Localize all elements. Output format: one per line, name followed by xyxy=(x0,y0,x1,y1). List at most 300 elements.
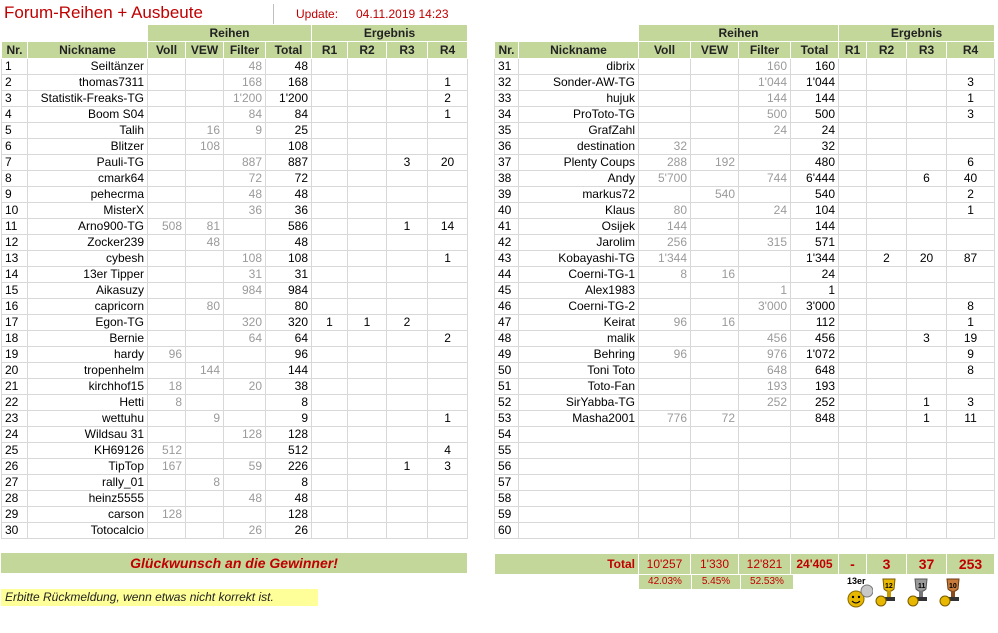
cell-total: 24 xyxy=(791,267,839,283)
table-row xyxy=(2,171,468,187)
cell-vew: 540 xyxy=(691,187,739,203)
cell-row-number: 34 xyxy=(495,107,519,123)
cell-r2 xyxy=(348,171,387,187)
cell-r4 xyxy=(428,347,468,363)
cell-voll xyxy=(639,187,691,203)
cell-filter xyxy=(224,507,266,523)
cell-vew xyxy=(691,443,739,459)
cell-voll xyxy=(639,91,691,107)
cell-r1 xyxy=(312,443,348,459)
cell-total: 26 xyxy=(266,523,312,539)
cell-total: 112 xyxy=(791,315,839,331)
cell-voll: 80 xyxy=(639,203,691,219)
cell-vew xyxy=(186,491,224,507)
cell-vew: 8 xyxy=(186,475,224,491)
cell-r3 xyxy=(387,523,428,539)
cell-filter xyxy=(224,219,266,235)
cell-r1 xyxy=(839,75,867,91)
cell-r1 xyxy=(312,187,348,203)
cell-r1 xyxy=(839,491,867,507)
cell-nickname xyxy=(519,475,639,491)
cell-row-number: 38 xyxy=(495,171,519,187)
cell-filter xyxy=(739,251,791,267)
table-row xyxy=(2,107,468,123)
table-row xyxy=(2,411,468,427)
col-header-vew: VEW xyxy=(186,42,224,59)
cell-row-number: 45 xyxy=(495,283,519,299)
total-total: 24'405 xyxy=(791,554,839,575)
cell-r4: 3 xyxy=(947,75,995,91)
cell-vew: 16 xyxy=(691,315,739,331)
cell-filter xyxy=(224,443,266,459)
cell-voll xyxy=(148,315,186,331)
cell-voll xyxy=(148,251,186,267)
cell-row-number: 21 xyxy=(2,379,28,395)
cell-vew xyxy=(691,139,739,155)
cell-row-number: 48 xyxy=(495,331,519,347)
cell-r2 xyxy=(348,91,387,107)
cell-r2 xyxy=(348,395,387,411)
cell-filter xyxy=(739,507,791,523)
cell-voll: 18 xyxy=(148,379,186,395)
cell-r3: 6 xyxy=(907,171,947,187)
cell-r1 xyxy=(312,523,348,539)
table-row xyxy=(2,379,468,395)
cell-r4 xyxy=(428,203,468,219)
cell-filter xyxy=(224,395,266,411)
cell-r3 xyxy=(387,379,428,395)
trophy-12-icon xyxy=(875,575,903,609)
cell-nickname: Blitzer xyxy=(28,139,148,155)
cell-r4: 4 xyxy=(428,443,468,459)
cell-filter xyxy=(739,155,791,171)
cell-row-number: 53 xyxy=(495,411,519,427)
cell-filter: 1'044 xyxy=(739,75,791,91)
cell-r2 xyxy=(348,347,387,363)
cell-voll xyxy=(148,235,186,251)
cell-r3 xyxy=(907,235,947,251)
table-row xyxy=(495,187,995,203)
cell-nickname: Aikasuzy xyxy=(28,283,148,299)
cell-nickname: tropenhelm xyxy=(28,363,148,379)
cell-vew xyxy=(691,347,739,363)
cell-r1 xyxy=(312,251,348,267)
cell-total: 984 xyxy=(266,283,312,299)
table-row xyxy=(495,475,995,491)
cell-r3 xyxy=(387,427,428,443)
cell-r4 xyxy=(947,443,995,459)
cell-row-number: 40 xyxy=(495,203,519,219)
cell-r3 xyxy=(907,475,947,491)
cell-nickname: kirchhof15 xyxy=(28,379,148,395)
cell-filter: 193 xyxy=(739,379,791,395)
cell-vew: 80 xyxy=(186,299,224,315)
cell-filter: 26 xyxy=(224,523,266,539)
table-row xyxy=(495,411,995,427)
cell-voll: 8 xyxy=(639,267,691,283)
cell-nickname: Zocker239 xyxy=(28,235,148,251)
cell-row-number: 54 xyxy=(495,427,519,443)
cell-filter: 456 xyxy=(739,331,791,347)
cell-r2 xyxy=(348,363,387,379)
table-row xyxy=(495,491,995,507)
cell-vew xyxy=(186,171,224,187)
cell-filter xyxy=(739,187,791,203)
table-row xyxy=(2,75,468,91)
cell-vew xyxy=(691,91,739,107)
cell-r1: 1 xyxy=(312,315,348,331)
cell-r1 xyxy=(312,427,348,443)
cell-nickname: destination xyxy=(519,139,639,155)
cell-nickname: Toto-Fan xyxy=(519,379,639,395)
table-row xyxy=(495,363,995,379)
cell-r2 xyxy=(867,139,907,155)
cell-nickname xyxy=(519,443,639,459)
cell-row-number: 36 xyxy=(495,139,519,155)
cell-total: 36 xyxy=(266,203,312,219)
cell-r1 xyxy=(839,331,867,347)
cell-total: 48 xyxy=(266,235,312,251)
table-row xyxy=(495,443,995,459)
cell-nickname xyxy=(519,491,639,507)
cell-nickname: Totocalcio xyxy=(28,523,148,539)
cell-total: 31 xyxy=(266,267,312,283)
cell-nickname: Coerni-TG-2 xyxy=(519,299,639,315)
cell-r3 xyxy=(907,123,947,139)
cell-total: 48 xyxy=(266,59,312,75)
cell-row-number: 33 xyxy=(495,91,519,107)
cell-row-number: 17 xyxy=(2,315,28,331)
cell-voll xyxy=(639,299,691,315)
cell-filter: 168 xyxy=(224,75,266,91)
group-header-reihen: Reihen xyxy=(148,25,312,42)
cell-vew xyxy=(186,507,224,523)
cell-r1 xyxy=(839,379,867,395)
cell-row-number: 6 xyxy=(2,139,28,155)
cell-r1 xyxy=(839,427,867,443)
cell-r3 xyxy=(907,155,947,171)
cell-r4 xyxy=(428,139,468,155)
cell-r4: 19 xyxy=(947,331,995,347)
cell-r2 xyxy=(867,443,907,459)
cell-r4 xyxy=(428,59,468,75)
cell-r4 xyxy=(428,123,468,139)
cell-r1 xyxy=(839,283,867,299)
cell-total: 887 xyxy=(266,155,312,171)
trophy-12-label: 12 xyxy=(885,583,893,590)
cell-total: 540 xyxy=(791,187,839,203)
cell-r3 xyxy=(907,139,947,155)
cell-r3 xyxy=(907,187,947,203)
table-row xyxy=(495,315,995,331)
cell-vew xyxy=(691,59,739,75)
table-row xyxy=(495,299,995,315)
cell-vew: 144 xyxy=(186,363,224,379)
cell-voll xyxy=(148,299,186,315)
cell-r4 xyxy=(428,187,468,203)
cell-r3 xyxy=(387,395,428,411)
total-label: Total xyxy=(495,554,639,575)
cell-row-number: 52 xyxy=(495,395,519,411)
total-vew: 1'330 xyxy=(691,554,739,575)
cell-nickname: MisterX xyxy=(28,203,148,219)
cell-voll xyxy=(148,155,186,171)
cell-voll xyxy=(639,443,691,459)
cell-r1 xyxy=(839,171,867,187)
cell-r1 xyxy=(312,139,348,155)
percent-voll: 42.03% xyxy=(639,575,691,589)
cell-nickname xyxy=(519,507,639,523)
cell-r2 xyxy=(348,75,387,91)
cell-r4: 2 xyxy=(428,91,468,107)
cell-voll: 96 xyxy=(148,347,186,363)
cell-r4 xyxy=(428,171,468,187)
cell-r4 xyxy=(428,283,468,299)
cell-filter xyxy=(739,459,791,475)
table-row xyxy=(2,427,468,443)
cell-r2 xyxy=(867,523,907,539)
col-header-total: Total xyxy=(791,42,839,59)
cell-voll xyxy=(639,523,691,539)
cell-vew xyxy=(186,251,224,267)
cell-row-number: 15 xyxy=(2,283,28,299)
col-header-nickname: Nickname xyxy=(519,42,639,59)
cell-row-number: 37 xyxy=(495,155,519,171)
cell-r1 xyxy=(839,219,867,235)
cell-total: 571 xyxy=(791,235,839,251)
cell-total: 193 xyxy=(791,379,839,395)
cell-r2 xyxy=(348,203,387,219)
cell-r2 xyxy=(348,123,387,139)
cell-r1 xyxy=(312,507,348,523)
cell-vew xyxy=(186,459,224,475)
cell-vew: 16 xyxy=(691,267,739,283)
cell-nickname: Talih xyxy=(28,123,148,139)
cell-voll xyxy=(148,203,186,219)
table-row xyxy=(2,251,468,267)
cell-r4 xyxy=(428,379,468,395)
cell-r3 xyxy=(387,411,428,427)
table-row xyxy=(495,283,995,299)
cell-r3 xyxy=(387,203,428,219)
table-row xyxy=(495,75,995,91)
cell-row-number: 24 xyxy=(2,427,28,443)
total-r2: 3 xyxy=(867,554,907,575)
cell-r3 xyxy=(387,443,428,459)
cell-row-number: 60 xyxy=(495,523,519,539)
cell-r4: 9 xyxy=(947,347,995,363)
cell-voll xyxy=(639,427,691,443)
cell-voll xyxy=(639,123,691,139)
cell-vew: 16 xyxy=(186,123,224,139)
cell-r3 xyxy=(387,491,428,507)
cell-r3 xyxy=(387,251,428,267)
cell-r4 xyxy=(428,507,468,523)
cell-r2 xyxy=(348,411,387,427)
cell-r2 xyxy=(348,491,387,507)
cell-voll xyxy=(639,283,691,299)
cell-filter: 84 xyxy=(224,107,266,123)
cell-total: 9 xyxy=(266,411,312,427)
cell-r2 xyxy=(867,203,907,219)
cell-r4: 40 xyxy=(947,171,995,187)
cell-row-number: 49 xyxy=(495,347,519,363)
cell-r4 xyxy=(947,507,995,523)
cell-r1 xyxy=(312,59,348,75)
table-row xyxy=(495,155,995,171)
cell-r2 xyxy=(348,475,387,491)
cell-r1 xyxy=(839,59,867,75)
cell-nickname: Sonder-AW-TG xyxy=(519,75,639,91)
cell-filter: 48 xyxy=(224,187,266,203)
ranking-table-right xyxy=(494,24,995,539)
cell-filter: 984 xyxy=(224,283,266,299)
cell-r2 xyxy=(867,91,907,107)
col-header-r3: R3 xyxy=(387,42,428,59)
cell-r2 xyxy=(348,59,387,75)
cell-vew xyxy=(691,283,739,299)
cell-r2 xyxy=(348,299,387,315)
cell-r1 xyxy=(312,411,348,427)
cell-r3 xyxy=(907,59,947,75)
cell-r3 xyxy=(907,219,947,235)
cell-filter: 500 xyxy=(739,107,791,123)
cell-voll xyxy=(639,475,691,491)
cell-nickname: Klaus xyxy=(519,203,639,219)
cell-r4: 14 xyxy=(428,219,468,235)
cell-filter xyxy=(739,491,791,507)
cell-nickname: Coerni-TG-1 xyxy=(519,267,639,283)
totals-row xyxy=(494,553,995,575)
cell-r2 xyxy=(348,251,387,267)
cell-voll xyxy=(148,475,186,491)
cell-r2 xyxy=(867,331,907,347)
cell-vew xyxy=(691,123,739,139)
cell-vew xyxy=(186,347,224,363)
cell-r1 xyxy=(839,187,867,203)
table-row xyxy=(495,171,995,187)
cell-total: 108 xyxy=(266,251,312,267)
cell-voll xyxy=(639,379,691,395)
cell-total: 8 xyxy=(266,395,312,411)
cell-nickname: Hetti xyxy=(28,395,148,411)
cell-r3: 1 xyxy=(907,411,947,427)
cell-nickname: dibrix xyxy=(519,59,639,75)
cell-r3 xyxy=(387,187,428,203)
cell-nickname: rally_01 xyxy=(28,475,148,491)
cell-voll: 288 xyxy=(639,155,691,171)
cell-row-number: 10 xyxy=(2,203,28,219)
trophy-icons xyxy=(845,575,995,611)
cell-row-number: 25 xyxy=(2,443,28,459)
ranking-table-left xyxy=(1,24,468,539)
cell-total xyxy=(791,427,839,443)
cell-filter: 744 xyxy=(739,171,791,187)
cell-vew xyxy=(186,443,224,459)
cell-voll xyxy=(148,427,186,443)
cell-vew: 192 xyxy=(691,155,739,171)
total-filter: 12'821 xyxy=(739,554,791,575)
cell-vew xyxy=(186,395,224,411)
trophy-11-label: 11 xyxy=(918,583,926,590)
cell-filter: 36 xyxy=(224,203,266,219)
cell-r4 xyxy=(428,395,468,411)
cell-filter: 252 xyxy=(739,395,791,411)
header-blank xyxy=(2,25,148,42)
cell-filter xyxy=(739,411,791,427)
cell-row-number: 12 xyxy=(2,235,28,251)
cell-total: 3'000 xyxy=(791,299,839,315)
cell-row-number: 46 xyxy=(495,299,519,315)
col-header-r1: R1 xyxy=(839,42,867,59)
cell-total: 168 xyxy=(266,75,312,91)
cell-voll xyxy=(639,75,691,91)
cell-nickname: markus72 xyxy=(519,187,639,203)
cell-r3 xyxy=(387,363,428,379)
cell-filter: 160 xyxy=(739,59,791,75)
cell-r2 xyxy=(867,459,907,475)
cell-r4: 8 xyxy=(947,299,995,315)
cell-r2 xyxy=(867,491,907,507)
cell-r1 xyxy=(839,443,867,459)
cell-vew xyxy=(691,363,739,379)
cell-nickname: hardy xyxy=(28,347,148,363)
cell-r1 xyxy=(839,107,867,123)
cell-r4 xyxy=(947,267,995,283)
cell-r3 xyxy=(907,203,947,219)
cell-vew xyxy=(691,475,739,491)
cell-r4: 6 xyxy=(947,155,995,171)
col-header-voll: Voll xyxy=(148,42,186,59)
cell-r2 xyxy=(867,379,907,395)
cell-r4 xyxy=(428,315,468,331)
cell-nickname: Osijek xyxy=(519,219,639,235)
cell-total: 144 xyxy=(266,363,312,379)
cell-row-number: 27 xyxy=(2,475,28,491)
table-row xyxy=(495,91,995,107)
table-row xyxy=(2,475,468,491)
table-row xyxy=(2,235,468,251)
cell-voll: 96 xyxy=(639,347,691,363)
cell-row-number: 5 xyxy=(2,123,28,139)
cell-nickname: Wildsau 31 xyxy=(28,427,148,443)
cell-row-number: 13 xyxy=(2,251,28,267)
cell-r3: 1 xyxy=(387,219,428,235)
cell-total: 32 xyxy=(791,139,839,155)
cell-vew xyxy=(186,91,224,107)
cell-row-number: 3 xyxy=(2,91,28,107)
cell-vew xyxy=(691,395,739,411)
cell-voll xyxy=(148,171,186,187)
cell-voll: 512 xyxy=(148,443,186,459)
cell-vew xyxy=(186,187,224,203)
cell-filter xyxy=(739,139,791,155)
cell-r1 xyxy=(312,171,348,187)
cell-r4: 1 xyxy=(428,411,468,427)
cell-r3 xyxy=(387,139,428,155)
cell-nickname: thomas7311 xyxy=(28,75,148,91)
cell-r2 xyxy=(867,219,907,235)
total-r4: 253 xyxy=(947,554,995,575)
cell-voll: 256 xyxy=(639,235,691,251)
col-header-filter: Filter xyxy=(739,42,791,59)
cell-filter xyxy=(739,267,791,283)
cell-vew xyxy=(186,427,224,443)
table-row xyxy=(2,299,468,315)
table-row xyxy=(495,507,995,523)
cell-r1 xyxy=(839,235,867,251)
col-header-nickname: Nickname xyxy=(28,42,148,59)
